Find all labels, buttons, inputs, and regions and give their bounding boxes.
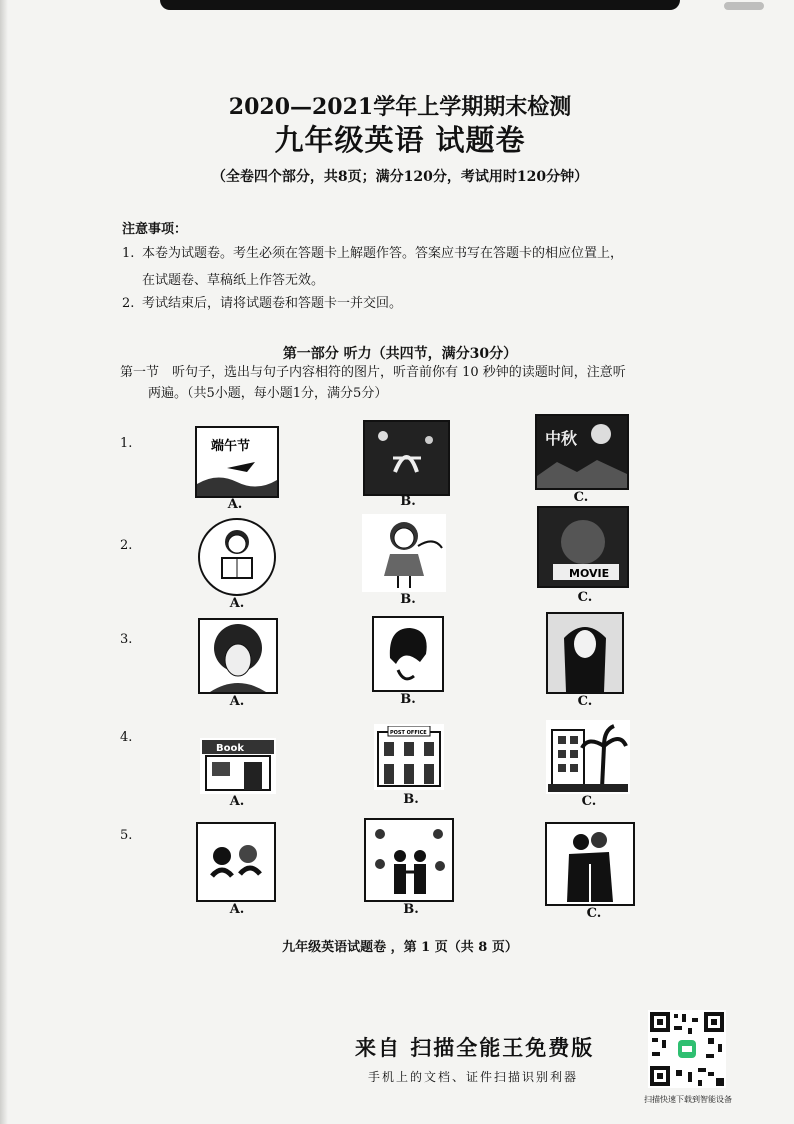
notice-heading: 注意事项： [122,222,188,237]
long-hair-picture [546,612,624,694]
business-meeting-picture [364,818,454,902]
option-label-5b: B. [403,902,419,917]
question-number-3: 3. [120,632,133,647]
section-one-instruction [120,362,690,404]
page-footer: 九年级英语试题卷 ，第 1 页（共 8 页） [282,940,518,955]
instruction-continuation: 两遍。（共5小题，每小题1分，满分5分） [148,386,388,401]
picture-text: 中秋 [545,429,578,448]
option-label-3b: B. [400,692,416,707]
notice-item-number: 2. [122,296,135,311]
post-office-picture [374,724,444,790]
bookstore-picture [200,738,276,794]
question-number-2: 2. [120,538,133,553]
option-label-1a: A. [227,497,243,512]
option-label-1b: B. [400,494,416,509]
option-label-4a: A. [229,794,245,809]
notice-item-2 [122,292,682,311]
option-label-4c: C. [581,794,597,809]
question-number-5: 5. [120,828,133,843]
question-number-1: 1. [120,436,133,451]
picture-text: Book [216,743,245,754]
people-talking-picture [196,822,276,902]
option-label-1c: C. [573,490,589,505]
scanner-watermark: 来自 扫描全能王免费版 [355,1035,595,1060]
picture-text: POST OFFICE [390,730,427,736]
notice-item-number: 1. [122,246,135,261]
qr-code-icon[interactable] [648,1010,726,1088]
instruction-text: 听句子，选出与句子内容相符的图片，听音前你有 10 秒钟的读题时间，注意听 [172,365,626,380]
people-hugging-picture [545,822,635,906]
qr-caption: 扫描快速下载到智能设备 [644,1095,732,1104]
scanner-watermark-tagline: 手机上的文档、证件扫描识别利器 [368,1070,579,1084]
scan-top-band [160,0,680,10]
picture-text: 端午节 [211,439,251,454]
scan-edge-shadow [0,0,8,1124]
option-label-4b: B. [403,792,419,807]
movie-picture [537,506,629,588]
section-label: 第一节 [120,365,160,380]
option-label-5a: A. [229,902,245,917]
picture-text: MOVIE [569,567,610,580]
dragon-boat-festival-picture [195,426,279,498]
girl-reading-picture [198,518,276,596]
part-one-title: 第一部分 听力（共四节，满分30分） [282,346,518,362]
mid-autumn-festival-picture [535,414,629,490]
exam-paper-title: 九年级英语 试题卷 [274,123,526,157]
notice-item-text: 本卷为试题卷。考生必须在答题卡上解题作答。答案应书写在答题卡的相应位置上， [142,246,624,261]
exam-year-title: 2020—2021学年上学期期末检测 [228,94,572,120]
option-label-2c: C. [577,590,593,605]
curly-hair-picture [198,618,278,694]
notice-item-text: 考试结束后，请将试题卷和答题卡一并交回。 [142,296,403,311]
spring-festival-picture [363,420,450,496]
option-label-5c: C. [586,906,602,921]
option-label-2b: B. [400,592,416,607]
option-label-2a: A. [229,596,245,611]
hotel-picture [546,720,630,794]
question-number-4: 4. [120,730,133,745]
scan-corner-mark [724,2,764,10]
option-label-3c: C. [577,694,593,709]
notice-item-1 [122,242,682,288]
exam-subtitle: （全卷四个部分，共8页；满分120分，考试用时120分钟） [211,169,589,185]
option-label-3a: A. [229,694,245,709]
short-hair-picture [372,616,444,692]
girl-dancing-picture [362,514,446,592]
notice-item-continuation: 在试题卷、草稿纸上作答无效。 [142,273,325,288]
